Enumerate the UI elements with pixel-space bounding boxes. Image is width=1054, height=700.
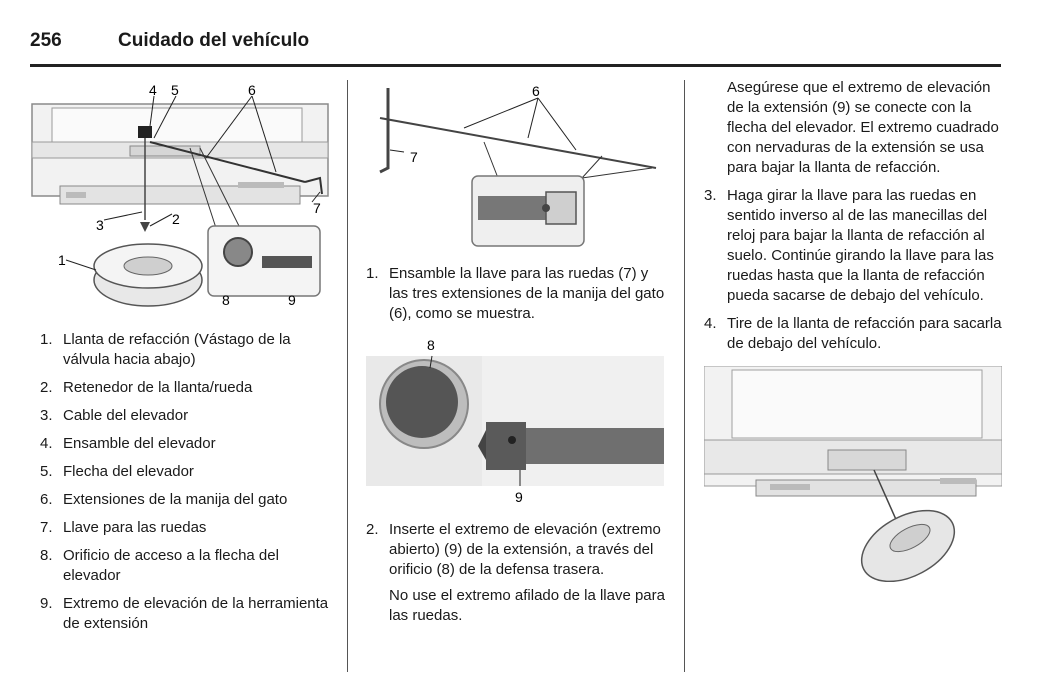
legend-number: 2. [40,379,53,396]
legend-number: 4. [40,435,53,452]
closeup-extension-body [512,428,664,464]
inset-pointer-c [582,168,652,178]
spare-tire-hub [124,257,172,275]
legend-number: 7. [40,519,53,536]
step-number: 3. [704,187,717,204]
step-4 [704,314,1007,354]
leader-3 [104,212,142,220]
step-text: Ensamble la llave para las ruedas (7) y las tres extensiones de la manija del gato (6), como se muestra. [389,265,665,322]
callout-8: 8 [427,337,435,353]
parts-legend [40,330,340,642]
leader-6b [528,98,538,138]
callout-9: 9 [288,292,296,308]
legend-text: Llanta de refacción (Vástago de la válvula hacia abajo) [63,331,291,368]
legend-text: Orificio de acceso a la flecha del elevador [63,547,279,584]
extension-rod [380,118,656,168]
leader-6a [464,98,538,128]
column-divider-2 [684,80,685,672]
callout-6: 6 [532,83,540,99]
callout-5: 5 [171,82,179,98]
legend-item [40,378,340,398]
legend-number: 6. [40,491,53,508]
callout-4: 4 [149,82,157,98]
figure-wrench-extensions [366,80,666,250]
legend-number: 1. [40,331,53,348]
inset-access-hole [224,238,252,266]
closeup-pin-hole [508,436,516,444]
legend-text: Extensiones de la manija del gato [63,491,288,508]
callout-2: 2 [172,211,180,227]
section-title: Cuidado del vehículo [118,30,310,51]
callout-1: 1 [58,252,66,268]
inset-extension-tip [262,256,312,268]
inset-pin-hole [542,204,550,212]
legend-item [40,594,340,634]
license-recess [828,450,906,470]
legend-item [40,462,340,482]
leader-1 [66,260,96,270]
leader-2 [150,214,172,226]
step-text: Tire de la llanta de refacción para sacarla de debajo del vehículo. [727,315,1002,352]
legend-text: Cable del elevador [63,407,189,424]
figure-remove-spare-tire [704,366,1002,582]
figure-access-hole-closeup [366,336,664,506]
inset-square-end [546,192,576,224]
hoist-assembly [138,126,152,138]
tailgate-panel [52,108,302,144]
legend-item [40,434,340,454]
legend-item [40,518,340,538]
callout-9: 9 [515,489,523,505]
legend-text: Extremo de elevación de la herramienta de extensión [63,595,329,632]
step-3 [704,186,1007,306]
callout-7: 7 [410,149,418,165]
step-pad-right [940,478,976,484]
legend-text: Flecha del elevador [63,463,194,480]
step-number: 1. [366,265,379,282]
callout-8: 8 [222,292,230,308]
step-pad-left [66,192,86,198]
intro-paragraph: Asegúrese que el extremo de elevación de la extensión (9) se conecte con la flecha del elevador. El extremo cuadrado con nervaduras de la extensión se usa para bajar la llanta de refacción. [727,79,999,176]
step-text: Haga girar la llave para las ruedas en sentido inverso al de las manecillas del reloj para bajar la llanta de refacción al suelo. Continúe girando la llave para las ruedas hasta que la llanta de refacción pueda sacarse de debajo del vehículo. [727,187,994,304]
page-header [30,28,1001,67]
page-number: 256 [30,30,62,51]
legend-number: 9. [40,595,53,612]
inset-pointer-b [582,156,602,178]
leader-7 [390,150,404,152]
legend-item [40,330,340,370]
step-number: 2. [366,521,379,538]
legend-number: 8. [40,547,53,564]
legend-item [40,546,340,586]
callout-3: 3 [96,217,104,233]
closeup-extension-tip [486,422,526,470]
step-1 [366,264,666,324]
license-recess [130,146,200,156]
step-2 [366,520,666,580]
bumper-step [60,186,300,204]
tailgate-panel [732,370,982,438]
legend-number: 5. [40,463,53,480]
wrench-handle [380,88,388,172]
legend-item [40,490,340,510]
leader-6c [538,98,576,150]
legend-item [40,406,340,426]
inset-pointer-a [484,142,498,178]
callout-7: 7 [313,200,321,216]
closeup-hole-inner [386,366,458,438]
step-2-note: No use el extremo afilado de la llave para las ruedas. [389,587,665,624]
legend-text: Llave para las ruedas [63,519,207,536]
step-pad-right [238,182,284,188]
figure-spare-tire-assembly [30,80,330,310]
legend-text: Retenedor de la llanta/rueda [63,379,253,396]
legend-text: Ensamble del elevador [63,435,216,452]
inset-extension-body [478,196,548,220]
column-divider-1 [347,80,348,672]
callout-6: 6 [248,82,256,98]
step-number: 4. [704,315,717,332]
legend-number: 3. [40,407,53,424]
step-pad-left [770,484,810,490]
step-text: Inserte el extremo de elevación (extremo abierto) (9) de la extensión, a través del orificio (8) de la defensa trasera. [389,521,661,578]
retainer-shape [140,222,150,232]
